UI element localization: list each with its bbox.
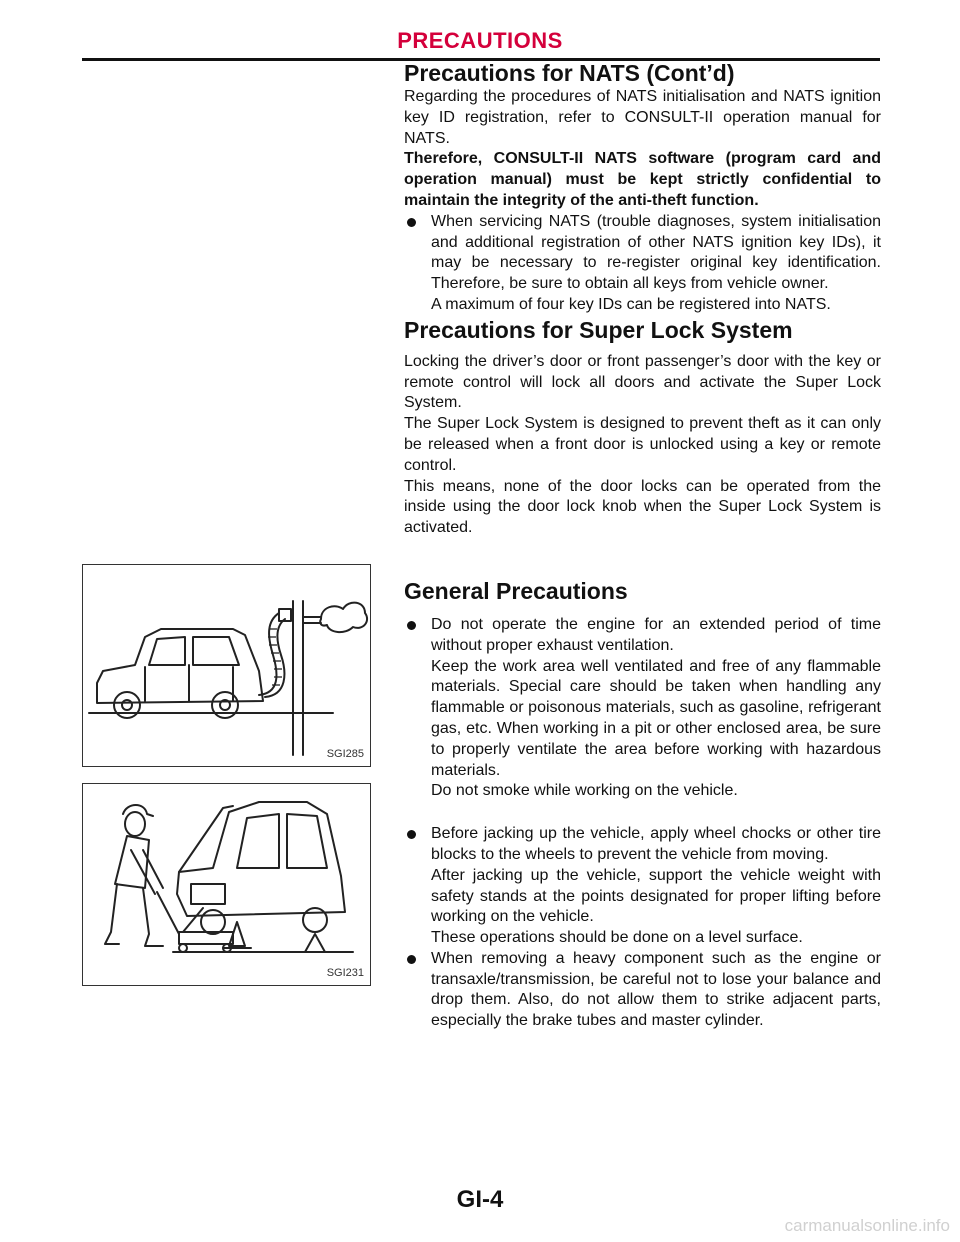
list-item bbox=[404, 824, 881, 949]
bullet-list bbox=[404, 615, 881, 1032]
bullet-note: A maximum of four key IDs can be registered into NATS. bbox=[431, 295, 831, 313]
figure-code: SGI285 bbox=[326, 748, 364, 760]
bullet-list bbox=[404, 212, 881, 316]
bullet-text: Do not operate the engine for an extended period of time without proper exhaust ventilation. bbox=[431, 615, 881, 654]
exhaust-illustration bbox=[83, 565, 369, 765]
figure-jacking-vehicle bbox=[82, 783, 371, 986]
bullet-text: When removing a heavy component such as the engine or transaxle/transmission, be careful not to lose your balance and drop them. Also, do not allow them to strike adjacent parts, especially the brake tubes and master cylinder. bbox=[431, 949, 881, 1030]
jacking-illustration bbox=[83, 784, 369, 984]
section-title-superlock: Precautions for Super Lock System bbox=[404, 316, 793, 343]
bullet-note: Do not smoke while working on the vehicle. bbox=[431, 782, 738, 800]
section-title-general: General Precautions bbox=[404, 577, 628, 604]
list-item bbox=[404, 615, 881, 802]
bullet-text: Before jacking up the vehicle, apply wheel chocks or other tire blocks to the wheels to prevent the vehicle from moving. bbox=[431, 825, 881, 863]
paragraph: Locking the driver’s door or front passenger’s door with the key or remote control will lock all doors and activate the Super Lock System. bbox=[404, 352, 881, 412]
bullet-note: After jacking up the vehicle, support the vehicle weight with safety stands at the points designated for proper lifting before working on the vehicle. bbox=[431, 866, 881, 926]
section-title-nats: Precautions for NATS (Cont’d) bbox=[404, 60, 735, 86]
list-item bbox=[404, 212, 881, 316]
watermark: carmanualsonline.info bbox=[784, 1216, 950, 1235]
paragraph: Regarding the procedures of NATS initialisation and NATS ignition key ID registration, refer to CONSULT-II operation manual for NATS. bbox=[404, 88, 881, 147]
figure-code: SGI231 bbox=[326, 967, 364, 979]
list-item bbox=[404, 949, 881, 1032]
bullet-icon bbox=[407, 830, 416, 839]
bullet-icon bbox=[407, 955, 416, 964]
main-content bbox=[404, 59, 881, 1032]
bullet-icon bbox=[407, 218, 416, 227]
figure-exhaust-ventilation bbox=[82, 564, 371, 767]
bullet-icon bbox=[407, 621, 416, 630]
paragraph: The Super Lock System is designed to prevent theft as it can only be released when a front door is unlocked using a key or remote control. bbox=[404, 415, 881, 474]
section-header-title: PRECAUTIONS bbox=[397, 28, 563, 53]
paragraph: This means, none of the door locks can be operated from the inside using the door lock knob when the Super Lock System is activated. bbox=[404, 477, 881, 537]
bullet-note: Keep the work area well ventilated and free of any flammable materials. Special care should be taken when handling any flammable or poisonous materials, such as gasoline, refrigerant gas, etc. When working in a pit or other enclosed area, be sure to properly ventilate the area before working with hazardous materials. bbox=[431, 657, 881, 779]
bullet-text: When servicing NATS (trouble diagnoses, system initialisation and additional registration of other NATS ignition key IDs), it may be necessary to re-register original key identification. Therefore, be sure to obtain all keys from vehicle owner. bbox=[431, 212, 881, 293]
page-number: GI-4 bbox=[456, 1186, 504, 1213]
bullet-note: These operations should be done on a level surface. bbox=[431, 929, 803, 947]
bold-paragraph: Therefore, CONSULT-II NATS software (program card and operation manual) must be kept strictly confidential to maintain the integrity of the anti-theft function. bbox=[404, 150, 881, 209]
